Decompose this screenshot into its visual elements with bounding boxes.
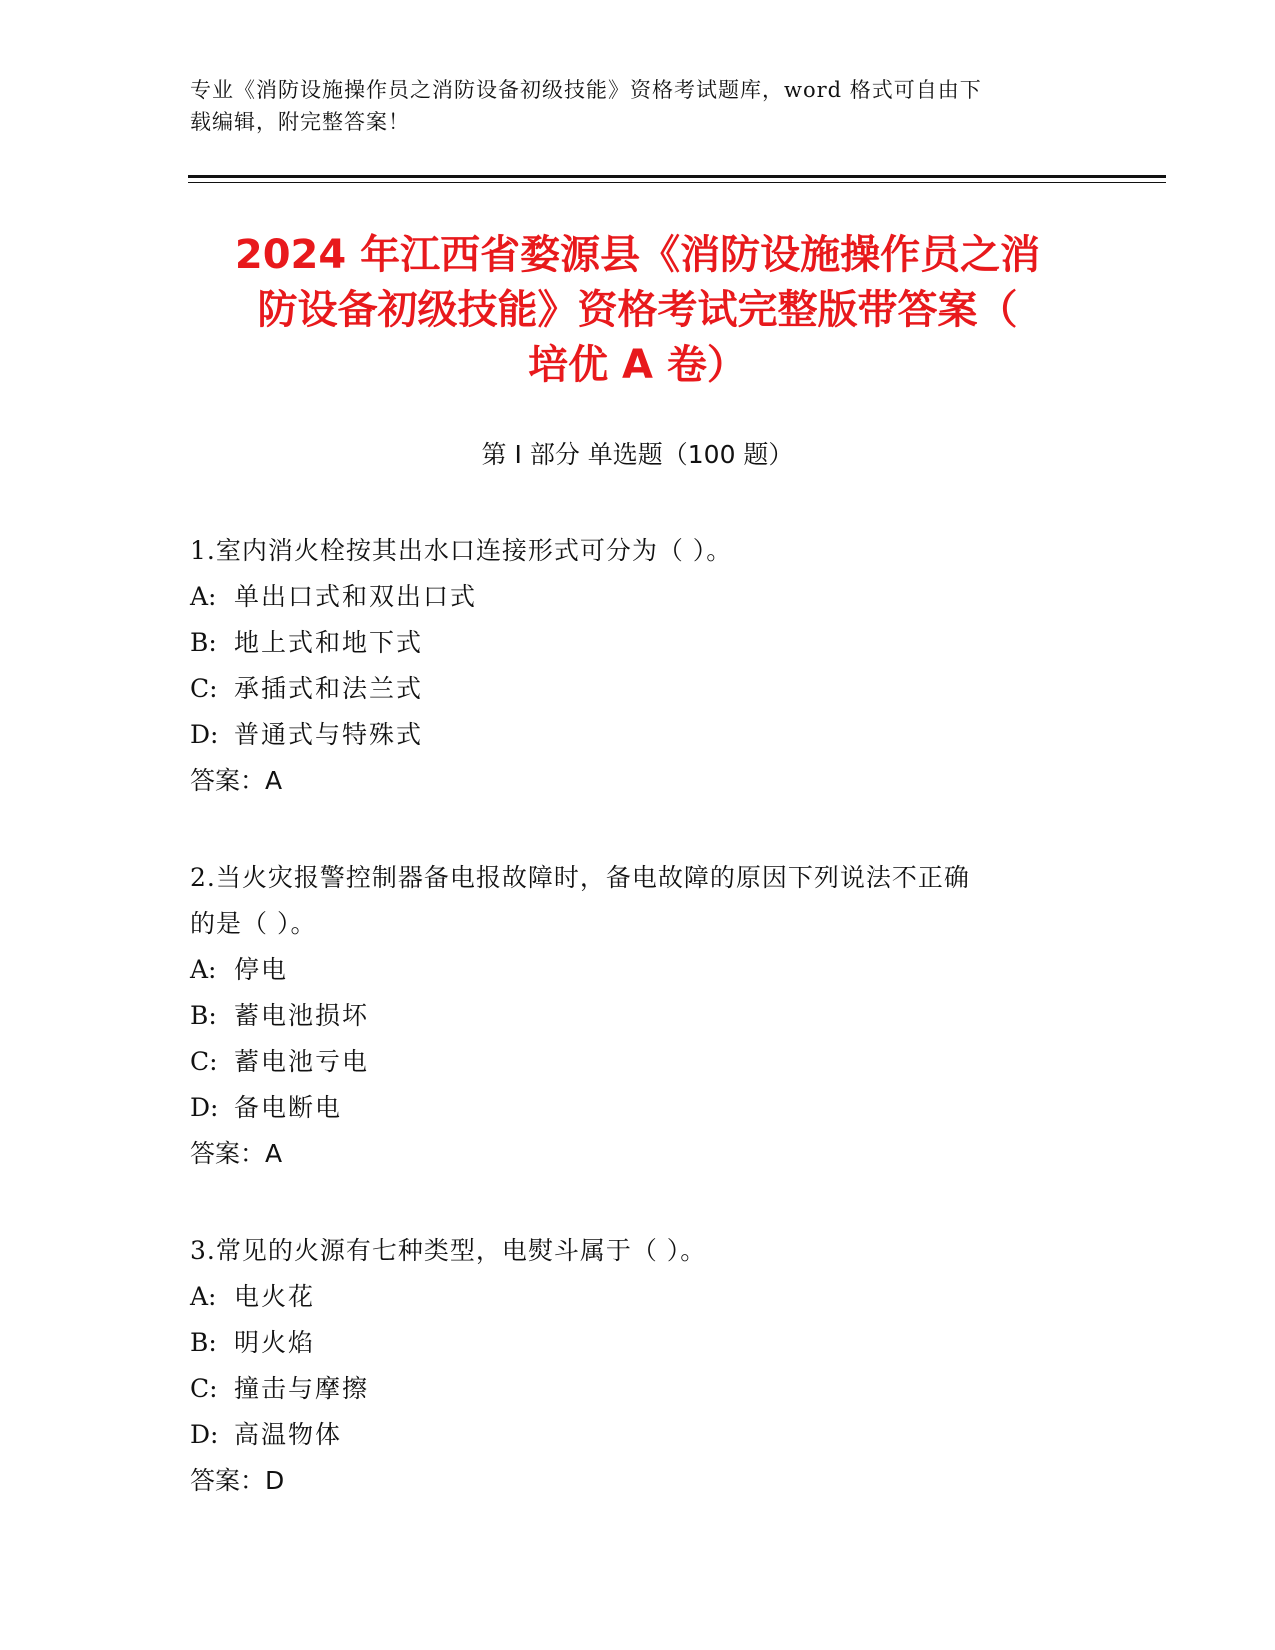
question-1 <box>190 528 1070 804</box>
option-text: 地上式和地下式 <box>234 628 424 657</box>
question-stem-line-1: 2.当火灾报警控制器备电报故障时，备电故障的原因下列说法不正确 <box>190 863 970 892</box>
header-divider-thin <box>188 182 1166 183</box>
option-c <box>190 1366 1070 1412</box>
option-c <box>190 666 1070 712</box>
option-b <box>190 1320 1070 1366</box>
answer-line: 答案：A <box>190 1139 283 1168</box>
question-3 <box>190 1228 1070 1504</box>
option-d <box>190 1412 1070 1458</box>
header-divider-thick <box>188 175 1166 178</box>
question-stem: 3.常见的火源有七种类型，电熨斗属于（ ）。 <box>190 1236 707 1265</box>
option-b <box>190 993 1070 1039</box>
document-title <box>160 228 1115 393</box>
title-line-2: 防设备初级技能》资格考试完整版带答案（ <box>257 287 1018 333</box>
question-list <box>190 528 1070 1555</box>
answer-line: 答案：A <box>190 766 283 795</box>
option-text: 电火花 <box>234 1282 316 1311</box>
answer-line: 答案：D <box>190 1466 285 1495</box>
option-key: D: <box>190 1420 219 1449</box>
option-b <box>190 620 1070 666</box>
title-line-1: 2024 年江西省婺源县《消防设施操作员之消 <box>234 232 1041 278</box>
header-note <box>190 74 1070 138</box>
question-stem-line-2: 的是（ ）。 <box>190 909 317 938</box>
option-key: D: <box>190 1093 219 1122</box>
option-key: C: <box>190 674 218 703</box>
option-d <box>190 1085 1070 1131</box>
option-text: 单出口式和双出口式 <box>234 582 478 611</box>
section-heading: 第 I 部分 单选题（100 题） <box>481 440 794 469</box>
header-note-line-1: 专业《消防设施操作员之消防设备初级技能》资格考试题库，word 格式可自由下 <box>190 78 982 102</box>
question-stem: 1.室内消火栓按其出水口连接形式可分为（ ）。 <box>190 536 733 565</box>
question-2 <box>190 855 1070 1177</box>
option-a <box>190 1274 1070 1320</box>
option-text: 明火焰 <box>234 1328 316 1357</box>
option-key: C: <box>190 1047 218 1076</box>
option-key: A: <box>190 582 217 611</box>
option-key: B: <box>190 1328 217 1357</box>
option-a <box>190 574 1070 620</box>
option-text: 蓄电池亏电 <box>234 1047 370 1076</box>
option-text: 蓄电池损坏 <box>234 1001 370 1030</box>
option-a <box>190 947 1070 993</box>
option-key: D: <box>190 720 219 749</box>
option-text: 承插式和法兰式 <box>234 674 424 703</box>
option-d <box>190 712 1070 758</box>
option-c <box>190 1039 1070 1085</box>
option-text: 撞击与摩擦 <box>234 1374 370 1403</box>
option-key: A: <box>190 955 217 984</box>
option-key: C: <box>190 1374 218 1403</box>
option-key: A: <box>190 1282 217 1311</box>
header-note-line-2: 载编辑，附完整答案！ <box>190 110 410 134</box>
title-line-3: 培优 A 卷） <box>528 342 747 388</box>
option-key: B: <box>190 628 217 657</box>
option-text: 高温物体 <box>234 1420 343 1449</box>
option-text: 停电 <box>234 955 289 984</box>
option-key: B: <box>190 1001 217 1030</box>
option-text: 普通式与特殊式 <box>234 720 424 749</box>
option-text: 备电断电 <box>234 1093 343 1122</box>
